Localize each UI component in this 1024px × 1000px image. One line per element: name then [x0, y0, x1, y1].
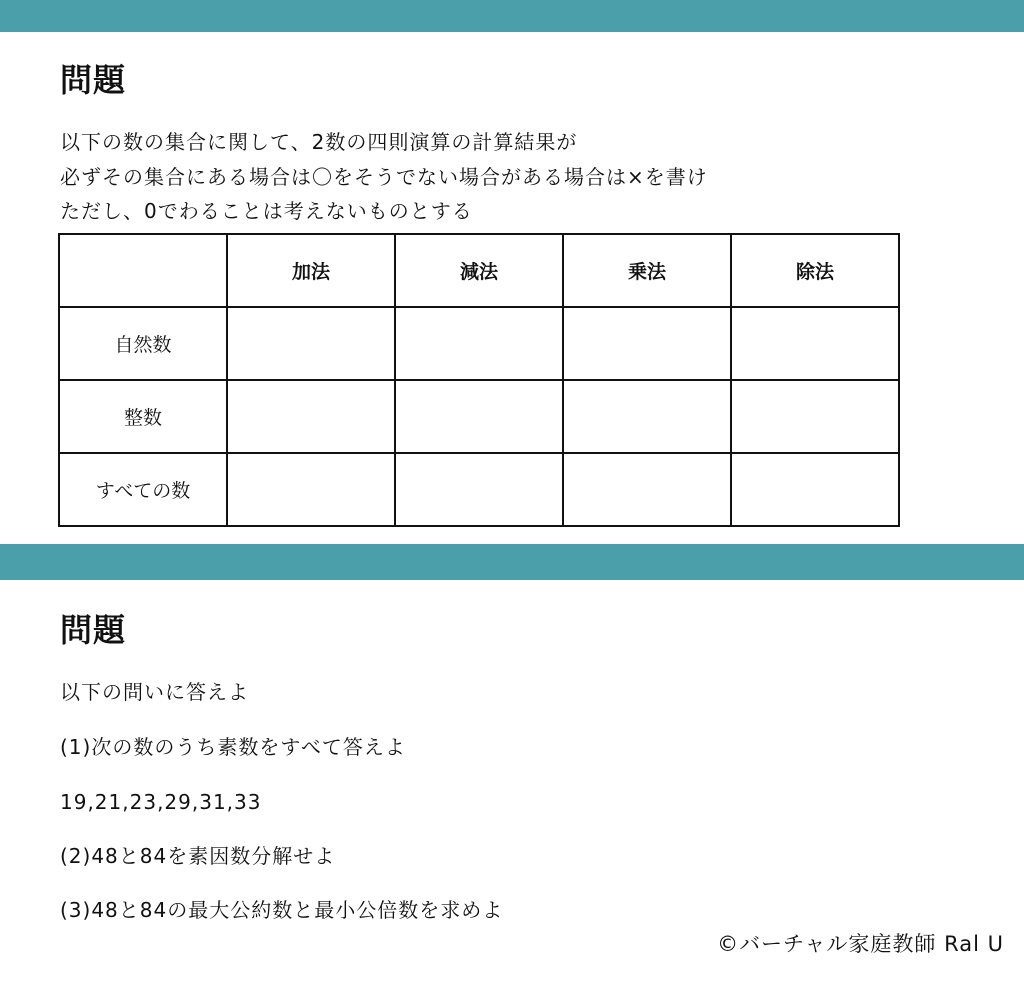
- top-band: [0, 0, 1024, 32]
- answer-cell: [563, 307, 731, 380]
- copyright-credit: ©バーチャル家庭教師 Ral U: [717, 932, 1004, 956]
- row-label-all-numbers: すべての数: [59, 453, 227, 526]
- question-1-numbers: 19,21,23,29,31,33: [60, 790, 262, 814]
- section1-title: 問題: [60, 61, 127, 99]
- middle-band: [0, 544, 1024, 580]
- question-2: (2)48と84を素因数分解せよ: [60, 844, 336, 868]
- answer-cell: [227, 307, 395, 380]
- answer-cell: [563, 380, 731, 453]
- header-multiplication: 乗法: [563, 234, 731, 307]
- section2-title: 問題: [60, 611, 127, 649]
- table-row: [59, 307, 899, 380]
- answer-cell: [395, 307, 563, 380]
- answer-cell: [395, 453, 563, 526]
- question-3: (3)48と84の最大公約数と最小公倍数を求めよ: [60, 898, 504, 922]
- table-header-row: [59, 234, 899, 307]
- answer-cell: [731, 307, 899, 380]
- instruction-line-1: 以下の数の集合に関して、2数の四則演算の計算結果が: [60, 130, 578, 154]
- instruction-line-3: ただし、0でわることは考えないものとする: [60, 199, 473, 223]
- row-label-natural-numbers: 自然数: [59, 307, 227, 380]
- table-row: [59, 380, 899, 453]
- answer-cell: [227, 380, 395, 453]
- header-subtraction: 減法: [395, 234, 563, 307]
- question-1: (1)次の数のうち素数をすべて答えよ: [60, 735, 406, 759]
- header-division: 除法: [731, 234, 899, 307]
- answer-cell: [395, 380, 563, 453]
- row-label-integers: 整数: [59, 380, 227, 453]
- answer-cell: [227, 453, 395, 526]
- instruction-line-2: 必ずその集合にある場合は〇をそうでない場合がある場合は×を書け: [60, 165, 708, 189]
- answer-table: [58, 233, 900, 527]
- header-addition: 加法: [227, 234, 395, 307]
- section2-intro: 以下の問いに答えよ: [60, 680, 249, 704]
- answer-cell: [731, 453, 899, 526]
- table-row: [59, 453, 899, 526]
- table-corner-cell: [59, 234, 227, 307]
- answer-cell: [563, 453, 731, 526]
- answer-cell: [731, 380, 899, 453]
